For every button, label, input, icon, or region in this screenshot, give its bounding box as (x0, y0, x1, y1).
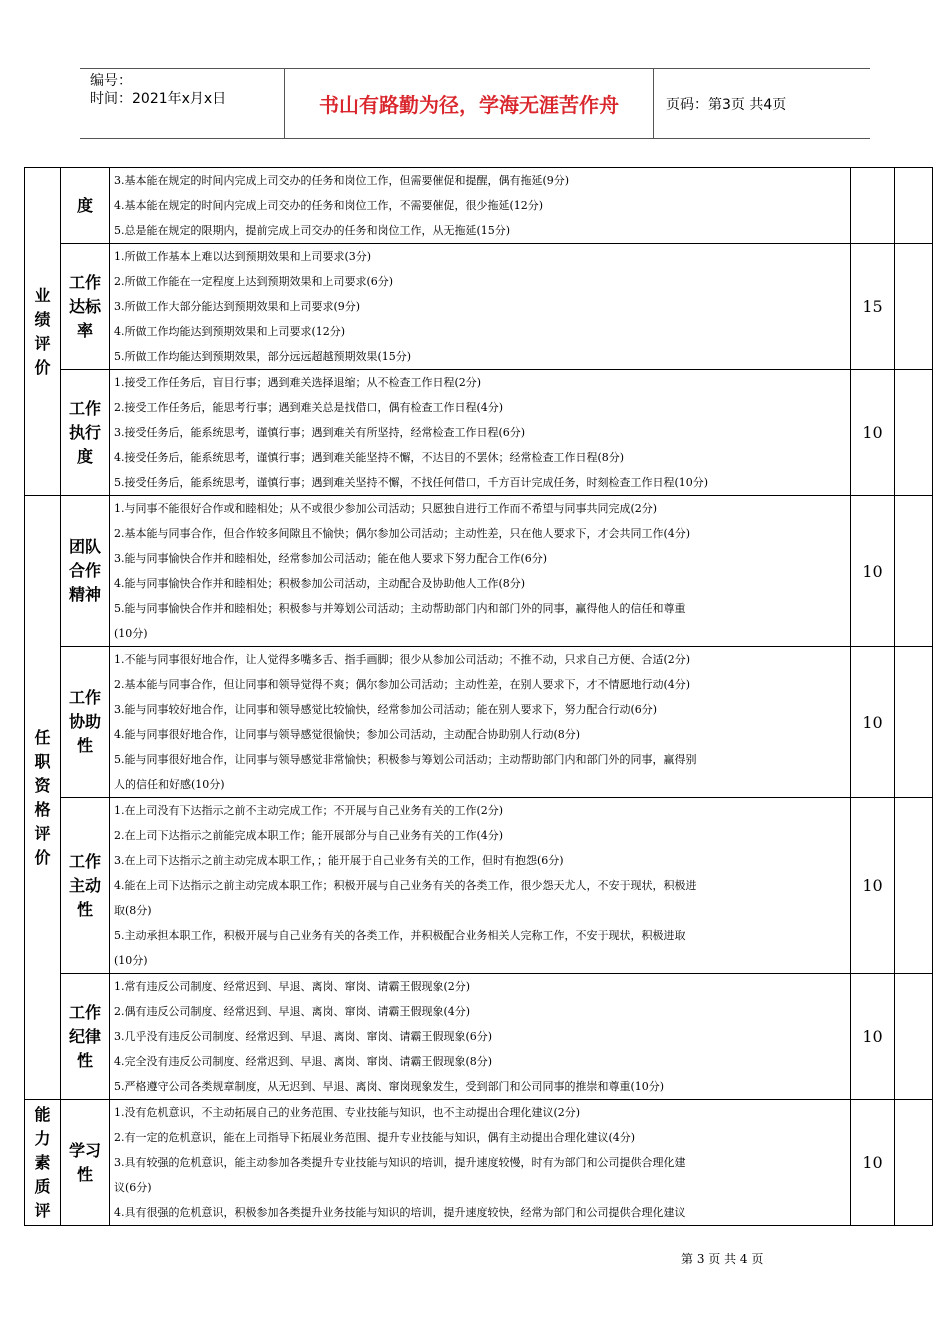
criteria-line: 2.有一定的危机意识，能在上司指导下拓展业务范围、提升专业技能与知识，偶有主动提出合理化建议(4分) (114, 1131, 636, 1144)
header-meta (80, 69, 284, 138)
criteria-line: 3.基本能在规定的时间内完成上司交办的任务和岗位工作，但需要催促和提醒，偶有拖延(9分) (114, 174, 570, 187)
criteria-line: 3.在上司下达指示之前主动完成本职工作，；能开展于自己业务有关的工作，但时有抱怨(6分) (114, 854, 564, 867)
item-cell: 工作 纪律 性 (61, 974, 110, 1100)
score-cell: 10 (851, 496, 895, 647)
criteria-line: 2.基本能与同事合作，但合作较多间隙且不愉快；偶尔参加公司活动；主动性差，只在他人要求下，才会共同工作(4分) (114, 527, 691, 540)
blank-cell (895, 647, 933, 798)
criteria-line: 3.能与同事愉快合作并和睦相处，经常参加公司活动；能在他人要求下努力配合工作(6分) (114, 552, 548, 565)
score-cell: 10 (851, 974, 895, 1100)
criteria-cell (110, 496, 851, 647)
table-row (25, 370, 933, 496)
criteria-line: 5.主动承担本职工作，积极开展与自己业务有关的各类工作，并积极配合业务相关人完称工作，不安于现状，积极进取 (114, 929, 686, 942)
criteria-line: 2.偶有违反公司制度、经常迟到、早退、离岗、窜岗、请霸王假现象(4分) (114, 1005, 471, 1018)
category-cell: 业 绩 评 价 (25, 168, 61, 496)
score-cell: 10 (851, 798, 895, 974)
item-cell: 度 (61, 168, 110, 244)
blank-cell (895, 244, 933, 370)
criteria-line: 5.能与同事愉快合作并和睦相处；积极参与并筹划公司活动；主动帮助部门内和部门外的同事，赢得他人的信任和尊重 (114, 602, 686, 615)
criteria-line: 5.严格遵守公司各类规章制度，从无迟到、早退、离岗、窜岗现象发生，受到部门和公司同事的推崇和尊重(10分) (114, 1080, 665, 1093)
criteria-line: (10分) (114, 954, 148, 967)
blank-cell (895, 798, 933, 974)
motto: 书山有路勤为径，学海无涯苦作舟 (284, 69, 654, 138)
criteria-line: 4.具有很强的危机意识，积极参加各类提升业务技能与知识的培训，提升速度较快，经常为部门和公司提供合理化建议 (114, 1206, 686, 1219)
criteria-line: 2.所做工作能在一定程度上达到预期效果和上司要求(6分) (114, 275, 394, 288)
criteria-line: 取(8分) (114, 904, 152, 917)
item-cell: 工作 协助 性 (61, 647, 110, 798)
blank-cell (895, 496, 933, 647)
table-row (25, 496, 933, 647)
criteria-line: 1.所做工作基本上难以达到预期效果和上司要求(3分) (114, 250, 372, 263)
criteria-line: 议(6分) (114, 1181, 152, 1194)
criteria-line: 4.能与同事愉快合作并和睦相处；积极参加公司活动，主动配合及协助他人工作(8分) (114, 577, 526, 590)
category-cell: 任 职 资 格 评 价 (25, 496, 61, 1100)
criteria-line: 2.在上司下达指示之前能完成本职工作；能开展部分与自己业务有关的工作(4分) (114, 829, 504, 842)
score-cell (851, 168, 895, 244)
criteria-cell (110, 370, 851, 496)
page-header (80, 68, 870, 139)
criteria-cell (110, 1100, 851, 1226)
item-cell: 工作 执行 度 (61, 370, 110, 496)
blank-cell (895, 370, 933, 496)
criteria-line: 3.所做工作大部分能达到预期效果和上司要求(9分) (114, 300, 361, 313)
criteria-line: 3.具有较强的危机意识，能主动参加各类提升专业技能与知识的培训，提升速度较慢，时有为部门和公司提供合理化建 (114, 1156, 686, 1169)
criteria-line: 5.总是能在规定的限期内，提前完成上司交办的任务和岗位工作，从无拖延(15分) (114, 224, 511, 237)
evaluation-table (24, 167, 933, 1226)
criteria-line: 1.与同事不能很好合作或和睦相处；从不或很少参加公司活动；只愿独自进行工作而不希望与同事共同完成(2分) (114, 502, 658, 515)
criteria-line: 4.能与同事很好地合作，让同事与领导感觉很愉快；参加公司活动，主动配合协助别人行动(8分) (114, 728, 581, 741)
criteria-line: (10分) (114, 627, 148, 640)
score-cell: 10 (851, 1100, 895, 1226)
criteria-line: 5.所做工作均能达到预期效果，部分远远超越预期效果(15分) (114, 350, 412, 363)
criteria-cell (110, 168, 851, 244)
table-row (25, 1100, 933, 1226)
criteria-line: 2.基本能与同事合作，但让同事和领导觉得不爽；偶尔参加公司活动；主动性差，在别人要求下，才不情愿地行动(4分) (114, 678, 691, 691)
score-cell: 10 (851, 647, 895, 798)
criteria-line: 4.完全没有违反公司制度、经常迟到、早退、离岗、窜岗、请霸王假现象(8分) (114, 1055, 493, 1068)
item-cell: 工作 主动 性 (61, 798, 110, 974)
criteria-line: 3.能与同事较好地合作，让同事和领导感觉比较愉快，经常参加公司活动；能在别人要求下，努力配合行动(6分) (114, 703, 658, 716)
number-label: 编号： (90, 73, 132, 89)
time-label: 时间：2021年x月x日 (90, 91, 227, 107)
item-cell: 团队 合作 精神 (61, 496, 110, 647)
criteria-line: 4.所做工作均能达到预期效果和上司要求(12分) (114, 325, 346, 338)
score-cell: 15 (851, 244, 895, 370)
blank-cell (895, 168, 933, 244)
item-cell: 工作 达标 率 (61, 244, 110, 370)
criteria-line: 5.能与同事很好地合作，让同事与领导感觉非常愉快；积极参与筹划公司活动；主动帮助部门内和部门外的同事，赢得别 (114, 753, 697, 766)
criteria-line: 1.不能与同事很好地合作，让人觉得多嘴多舌、指手画脚；很少从参加公司活动；不推不动，只求自己方便、合适(2分) (114, 653, 691, 666)
category-cell: 能 力 素 质 评 (25, 1100, 61, 1226)
criteria-cell (110, 798, 851, 974)
criteria-line: 1.没有危机意识，不主动拓展自己的业务范围、专业技能与知识，也不主动提出合理化建议(2分) (114, 1106, 581, 1119)
item-cell: 学习 性 (61, 1100, 110, 1226)
table-row (25, 974, 933, 1100)
table-row (25, 168, 933, 244)
criteria-line: 1.在上司没有下达指示之前不主动完成工作；不开展与自己业务有关的工作(2分) (114, 804, 504, 817)
criteria-line: 4.接受任务后，能系统思考，谨慎行事；遇到难关能坚持不懈，不达目的不罢休；经常检查工作日程(8分) (114, 451, 625, 464)
criteria-line: 1.常有违反公司制度、经常迟到、早退、离岗、窜岗、请霸王假现象(2分) (114, 980, 471, 993)
criteria-line: 4.能在上司下达指示之前主动完成本职工作；积极开展与自己业务有关的各类工作，很少怨天尤人，不安于现状，积极进 (114, 879, 697, 892)
score-cell: 10 (851, 370, 895, 496)
table-row (25, 244, 933, 370)
criteria-line: 3.几乎没有违反公司制度、经常迟到、早退、离岗、窜岗、请霸王假现象(6分) (114, 1030, 493, 1043)
criteria-line: 1.接受工作任务后，盲目行事；遇到难关选择退缩；从不检查工作日程(2分) (114, 376, 482, 389)
blank-cell (895, 974, 933, 1100)
criteria-line: 人的信任和好感(10分) (114, 778, 225, 791)
criteria-cell (110, 244, 851, 370)
criteria-line: 4.基本能在规定的时间内完成上司交办的任务和岗位工作，不需要催促，很少拖延(12分) (114, 199, 544, 212)
table-row (25, 647, 933, 798)
blank-cell (895, 1100, 933, 1226)
page-indicator: 页码：第3页 共4页 (666, 96, 787, 113)
criteria-line: 2.接受工作任务后，能思考行事；遇到难关总是找借口，偶有检查工作日程(4分) (114, 401, 504, 414)
criteria-cell (110, 974, 851, 1100)
page-footer: 第 3 页 共 4 页 (681, 1252, 764, 1266)
table-row (25, 798, 933, 974)
criteria-line: 3.接受任务后，能系统思考，谨慎行事；遇到难关有所坚持，经常检查工作日程(6分) (114, 426, 526, 439)
criteria-line: 5.接受任务后，能系统思考，谨慎行事；遇到难关坚持不懈，不找任何借口，千方百计完成任务，时刻检查工作日程(10分) (114, 476, 709, 489)
criteria-cell (110, 647, 851, 798)
